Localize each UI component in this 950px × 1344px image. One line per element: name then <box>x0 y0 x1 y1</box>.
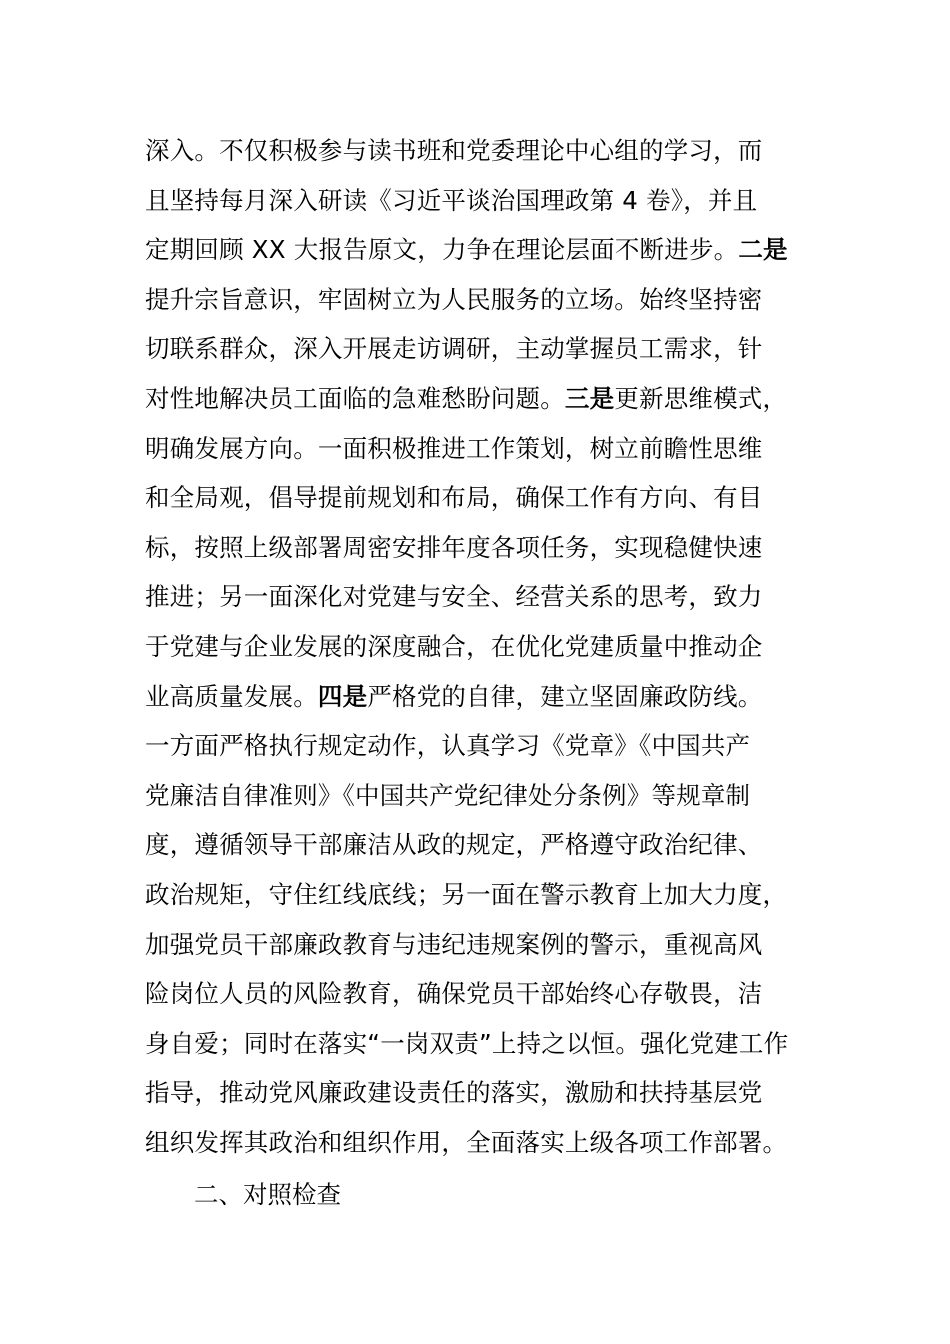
text-run: 指导，推动党风廉政建设责任的落实，激励和扶持基层党 <box>145 1078 763 1108</box>
text-run: 切联系群众，深入开展走访调研，主动掌握员工需求，针 <box>145 334 763 364</box>
text-line <box>145 523 810 573</box>
text-line <box>145 622 810 672</box>
text-run: 组织发挥其政治和组织作用，全面落实上级各项工作部署。 <box>145 1127 788 1157</box>
text-line <box>145 424 810 474</box>
text-run: 业高质量发展。 <box>145 681 318 711</box>
text-line <box>145 870 810 920</box>
text-line <box>145 1068 810 1118</box>
text-line <box>145 969 810 1019</box>
text-line <box>145 176 810 226</box>
text-run: 和全局观，倡导提前规划和布局，确保工作有方向、有目 <box>145 483 763 513</box>
text-run: 明确发展方向。一面积极推进工作策划，树立前瞻性思维 <box>145 433 763 463</box>
text-run: 度，遵循领导干部廉洁从政的规定，严格遵守政治纪律、 <box>145 830 763 860</box>
text-run: 提升宗旨意识，牢固树立为人民服务的立场。始终坚持密 <box>145 284 763 314</box>
text-run: 深入。不仅积极参与读书班和党委理论中心组的学习，而 <box>145 136 763 165</box>
text-line <box>145 275 810 325</box>
bold-marker-text: 二是 <box>738 235 788 265</box>
text-run: 推进；另一面深化对党建与安全、经营关系的思考，致力 <box>145 582 763 612</box>
text-line <box>145 920 810 970</box>
text-line <box>145 225 810 275</box>
text-line <box>145 721 810 771</box>
text-run: 于党建与企业发展的深度融合，在优化党建质量中推动企 <box>145 631 763 661</box>
text-line <box>145 374 810 424</box>
text-run: 身自爱；同时在落实“一岗双责”上持之以恒。强化党建工作 <box>145 1028 789 1058</box>
text-line <box>145 572 810 622</box>
body-paragraph <box>145 126 810 1167</box>
text-run: 更新思维模式， <box>614 383 788 413</box>
text-line <box>145 1019 810 1069</box>
section-heading: 二、对照检查 <box>194 1180 341 1209</box>
text-run: 对性地解决员工面临的急难愁盼问题。 <box>145 383 565 413</box>
text-line <box>145 771 810 821</box>
text-run: 政治规矩，守住红线底线；另一面在警示教育上加大力度， <box>145 879 788 909</box>
text-line <box>145 1118 810 1168</box>
text-run: 险岗位人员的风险教育，确保党员干部始终心存敬畏，洁 <box>145 979 763 1009</box>
text-line <box>145 126 810 176</box>
text-run: 严格党的自律，建立坚固廉政防线。 <box>367 681 763 711</box>
text-line <box>145 672 810 722</box>
text-line <box>145 820 810 870</box>
text-line <box>145 324 810 374</box>
text-run: 且坚持每月深入研读《习近平谈治国理政第 4 卷》，并且 <box>145 185 758 215</box>
text-run: 一方面严格执行规定动作，认真学习《党章》《中国共产 <box>145 731 751 761</box>
text-run: 标，按照上级部署周密安排年度各项任务，实现稳健快速 <box>145 532 763 562</box>
bold-marker-text: 四是 <box>317 681 368 711</box>
text-run: 党廉洁自律准则》《中国共产党纪律处分条例》等规章制 <box>145 780 751 810</box>
text-line <box>145 473 810 523</box>
text-run: 定期回顾 XX 大报告原文，力争在理论层面不断进步。 <box>145 235 739 265</box>
bold-marker-text: 三是 <box>564 383 615 413</box>
text-run: 加强党员干部廉政教育与违纪违规案例的警示，重视高风 <box>145 929 763 959</box>
